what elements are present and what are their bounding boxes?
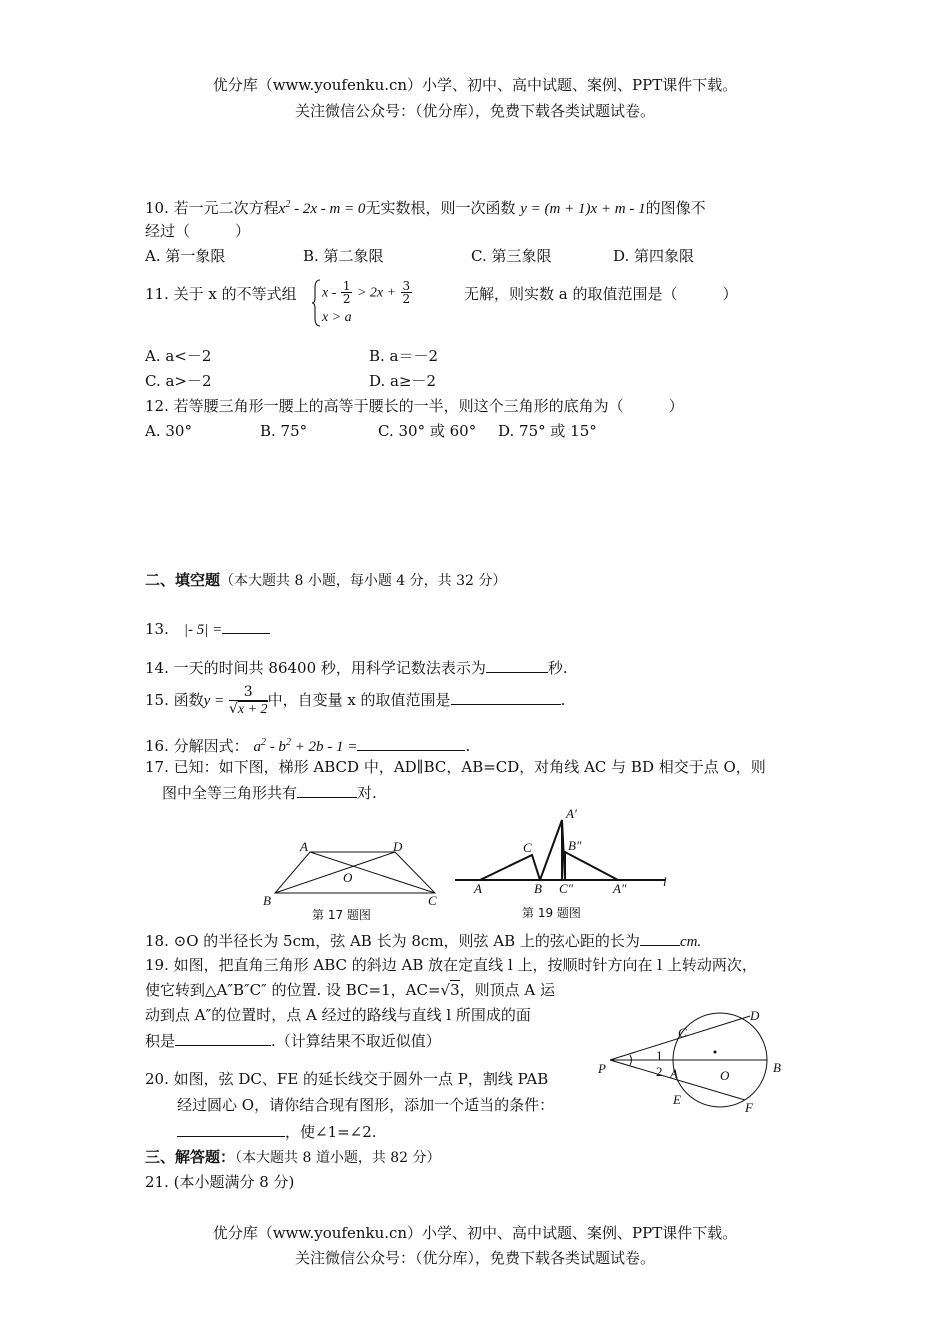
fig20-label-2: 2 (656, 1064, 663, 1079)
figure-17-caption: 第 17 题图 (312, 908, 371, 922)
q12-option-d: D. 75° 或 15° (498, 422, 597, 440)
q14-answer-blank[interactable] (486, 657, 548, 673)
question-19: 19. 如图，把直角三角形 ABC 的斜边 AB 放在定直线 l 上，按顺时针方向在 l 上转动两次， (145, 956, 757, 974)
section-3-heading (145, 1147, 441, 1168)
q11-inequality-system (312, 278, 462, 328)
q12-option-b: B. 75° (260, 422, 308, 440)
q12-option-c: C. 30° 或 60° (378, 422, 477, 440)
footer-line-2: 关注微信公众号：（优分库），免费下载各类试题试卷。 (294, 1249, 655, 1267)
q19-line-2: 使它转到△A″B″C″ 的位置. 设 BC=1，AC=√3，则顶点 A 运 (145, 981, 556, 999)
question-17: 17. 已知：如下图，梯形 ABCD 中，AD∥BC，AB=CD，对角线 AC 与 BD 相交于点 O，则 (145, 758, 766, 776)
q11-option-b: B. a＝－2 (369, 347, 439, 365)
q17-answer-blank[interactable] (297, 782, 357, 798)
fig19-label-a-double: A″ (613, 881, 627, 896)
fig20-label-o: O (720, 1068, 730, 1083)
fig17-label-c: C (428, 893, 437, 908)
section-2-heading (145, 570, 506, 591)
q10-num: 10. (145, 199, 169, 217)
fig20-label-e: E (673, 1092, 681, 1107)
q13-answer-blank[interactable] (222, 618, 270, 634)
q11-option-d: D. a≥－2 (369, 372, 437, 390)
q10-text-c: 的图像不 (645, 199, 706, 217)
figure-19-rotation (450, 800, 680, 900)
q10-option-c: C. 第三象限 (471, 247, 552, 265)
q20-answer-blank[interactable] (177, 1121, 285, 1137)
fig20-label-f: F (745, 1100, 753, 1115)
q12-text: 12. 若等腰三角形一腰上的高等于腰长的一半，则这个三角形的底角为（ ） (145, 397, 684, 415)
fig19-label-l: l (663, 874, 667, 889)
fig17-label-a: A (300, 839, 308, 854)
q10-option-a: A. 第一象限 (145, 247, 226, 265)
q11-ineq-1: x - $\frac{1}{2}$ > 2x + $\frac{3}{2}$ (322, 279, 411, 306)
fig17-label-d: D (393, 839, 403, 854)
q15-answer-blank[interactable] (451, 689, 561, 705)
q13-expr: |- 5| = (183, 622, 223, 638)
q19-line-3: 动到点 A″的位置时，点 A 经过的路线与直线 l 所围成的面 (145, 1006, 531, 1024)
section-2-note: （本大题共 8 小题，每小题 4 分，共 32 分） (220, 573, 507, 589)
header-line-1: 优分库（www.youfenku.cn）小学、初中、高中试题、案例、PPT课件下载。 (212, 76, 738, 94)
q20-line-2: 经过圆心 O，请你结合现有图形，添加一个适当的条件： (177, 1096, 555, 1114)
fig19-label-b-double: B″ (568, 838, 582, 853)
q10-text-a: 若一元二次方程 (173, 199, 279, 217)
figure-19-caption: 第 19 题图 (522, 906, 581, 920)
question-14: 14. 一天的时间共 86400 秒，用科学记数法表示为 秒. (145, 659, 568, 677)
q19-line-4: 积是 .（计算结果不取近似值） (145, 1032, 441, 1050)
q10-eq1: $x^2 - 2x - m = 0$ (278, 199, 366, 217)
figure-20-circle (590, 1000, 800, 1120)
q11-ineq-2: x > a (322, 310, 352, 325)
q12-option-a: A. 30° (145, 422, 192, 440)
fig17-label-o: O (343, 870, 353, 885)
q19-answer-blank[interactable] (175, 1030, 271, 1046)
brace-icon (312, 278, 322, 328)
fig20-label-a: A (670, 1066, 678, 1081)
q10-line-2: 经过（ ） (145, 222, 251, 240)
question-21: 21. (本小题满分 8 分) (145, 1173, 295, 1191)
q17-line-2: 图中全等三角形共有 对. (162, 784, 377, 802)
q15-fraction: $\frac{3}{√x + 2}$ (228, 684, 268, 717)
header-line-2: 关注微信公众号：（优分库），免费下载各类试题试卷。 (294, 102, 655, 120)
section-2-title: 二、填空题 (145, 571, 221, 589)
fig20-label-p: P (598, 1061, 606, 1076)
q10-option-d: D. 第四象限 (613, 247, 695, 265)
q16-answer-blank[interactable] (357, 735, 465, 751)
fig19-label-a-prime: A′ (566, 806, 577, 821)
fig19-label-a: A (474, 881, 482, 896)
q10-option-b: B. 第二象限 (303, 247, 384, 265)
fig19-label-c-double: C″ (559, 881, 574, 896)
q11-option-a: A. a<－2 (145, 347, 212, 365)
q10-text-b: 无实数根，则一次函数 (365, 199, 516, 217)
q11-text-b: 无解，则实数 a 的取值范围是（ ） (464, 285, 738, 303)
section-3-title: 三、解答题： (145, 1148, 236, 1166)
fig20-label-1: 1 (656, 1048, 663, 1063)
fig20-label-b: B (773, 1060, 781, 1075)
question-18: 18. ⊙O 的半径长为 5cm，弦 AB 长为 8cm，则弦 AB 上的弦心距的长为 cm. (145, 932, 702, 950)
q11-frac-half: $\frac{1}{2}$ (342, 279, 351, 306)
q11-option-c: C. a>－2 (145, 372, 212, 390)
q18-answer-blank[interactable] (640, 930, 680, 946)
fig19-label-c: C (523, 840, 532, 855)
q10-eq2: y = (m + 1)x + m - 1 (520, 201, 646, 217)
question-10 (145, 195, 706, 219)
question-16: 16. 分解因式： $a^2 - b^2 + 2b - 1$ = . (145, 737, 471, 755)
section-3-note: （本大题共 8 道小题，共 82 分） (235, 1150, 441, 1166)
fig20-label-c: C (678, 1025, 687, 1040)
question-20: 20. 如图，弦 DC、FE 的延长线交于圆外一点 P，割线 PAB (145, 1070, 549, 1088)
fig20-label-d: D (750, 1008, 760, 1023)
q16-expr: $a^2 - b^2 + 2b - 1$ = (253, 737, 358, 755)
fig17-label-b: B (263, 893, 271, 908)
fig19-label-b: B (534, 881, 542, 896)
footer-line-1: 优分库（www.youfenku.cn）小学、初中、高中试题、案例、PPT课件下载。 (212, 1224, 738, 1242)
question-15: 15. 函数y = $\frac{3}{√x + 2}$ 中，自变量 x 的取值范围是 . (145, 684, 566, 717)
q11-text-a: 11. 关于 x 的不等式组 (145, 285, 297, 303)
q11-frac-three-halves: $\frac{3}{2}$ (402, 279, 411, 306)
question-13: 13. |- 5| = (145, 618, 270, 640)
q20-line-3: ，使∠1=∠2. (177, 1121, 377, 1142)
